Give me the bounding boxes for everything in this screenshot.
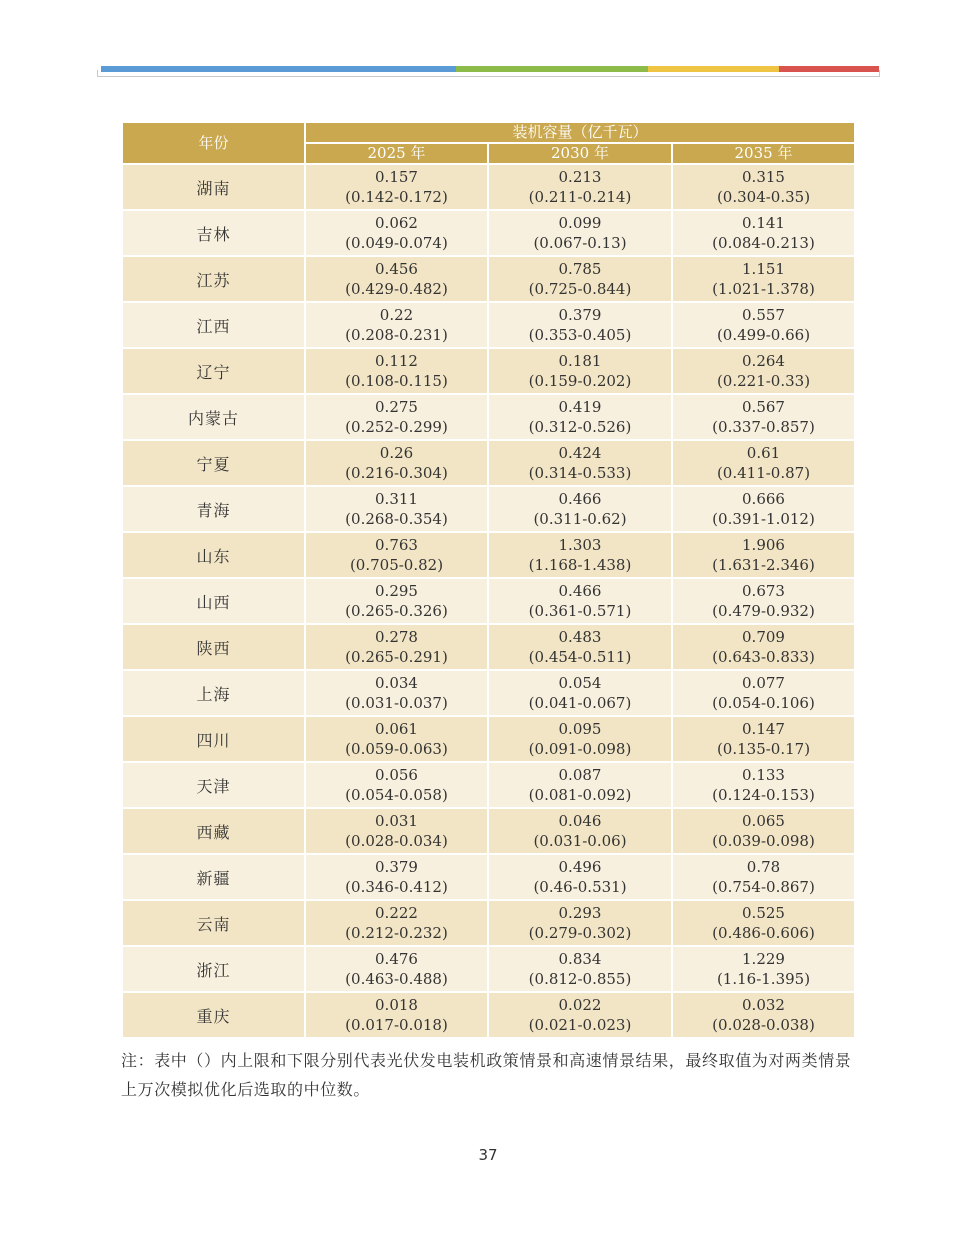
median-value: 1.303 xyxy=(558,536,602,554)
range-value: (0.081-0.092) xyxy=(528,786,632,804)
median-value: 0.496 xyxy=(558,858,602,876)
value-cell xyxy=(488,210,672,256)
range-value: (0.252-0.299) xyxy=(345,418,448,436)
header-color-segment xyxy=(779,66,879,72)
table-row xyxy=(122,486,855,532)
median-value: 0.466 xyxy=(558,582,602,600)
range-value: (0.091-0.098) xyxy=(528,740,632,758)
median-value: 0.275 xyxy=(375,398,418,416)
range-value: (1.16-1.395) xyxy=(716,970,811,988)
median-value: 0.834 xyxy=(558,950,602,968)
range-value: (0.499-0.66) xyxy=(716,326,811,344)
value-cell xyxy=(488,578,672,624)
median-value: 0.466 xyxy=(558,490,602,508)
table-row xyxy=(122,670,855,716)
province-cell: 山西 xyxy=(122,578,305,624)
range-value: (0.159-0.202) xyxy=(528,372,632,390)
range-value: (0.265-0.291) xyxy=(345,648,448,666)
range-value: (0.268-0.354) xyxy=(345,510,448,528)
range-value: (0.429-0.482) xyxy=(345,280,448,298)
median-value: 0.379 xyxy=(375,858,418,876)
value-cell xyxy=(305,946,488,992)
value-cell xyxy=(672,854,855,900)
median-value: 1.906 xyxy=(742,536,785,554)
median-value: 0.213 xyxy=(558,168,602,186)
range-value: (0.643-0.833) xyxy=(712,648,815,666)
province-cell: 江苏 xyxy=(122,256,305,302)
value-cell xyxy=(305,210,488,256)
median-value: 0.525 xyxy=(742,904,785,922)
value-cell xyxy=(672,348,855,394)
median-value: 0.483 xyxy=(558,628,602,646)
corner-header: 年份 xyxy=(122,122,305,164)
range-value: (0.017-0.018) xyxy=(345,1016,448,1034)
table-row xyxy=(122,946,855,992)
range-value: (0.049-0.074) xyxy=(345,234,448,252)
median-value: 0.709 xyxy=(742,628,785,646)
median-value: 0.456 xyxy=(375,260,418,278)
median-value: 0.095 xyxy=(558,720,602,738)
value-cell xyxy=(305,302,488,348)
range-value: (0.314-0.533) xyxy=(528,464,632,482)
value-cell xyxy=(488,808,672,854)
median-value: 0.112 xyxy=(375,352,418,370)
value-cell xyxy=(672,440,855,486)
value-cell xyxy=(305,394,488,440)
province-cell: 青海 xyxy=(122,486,305,532)
page-number: 37 xyxy=(478,1146,498,1164)
value-cell xyxy=(488,992,672,1038)
median-value: 0.476 xyxy=(375,950,418,968)
table-row xyxy=(122,762,855,808)
province-cell: 上海 xyxy=(122,670,305,716)
province-cell: 陕西 xyxy=(122,624,305,670)
median-value: 0.022 xyxy=(558,996,602,1014)
range-value: (1.168-1.438) xyxy=(528,556,632,574)
range-value: (0.212-0.232) xyxy=(345,924,448,942)
median-value: 0.147 xyxy=(742,720,785,738)
range-value: (0.411-0.87) xyxy=(716,464,811,482)
value-cell xyxy=(305,164,488,210)
value-cell xyxy=(488,440,672,486)
median-value: 0.26 xyxy=(379,444,414,462)
median-value: 0.031 xyxy=(375,812,418,830)
value-cell xyxy=(672,164,855,210)
median-value: 0.424 xyxy=(558,444,602,462)
median-value: 0.099 xyxy=(558,214,602,232)
value-cell xyxy=(672,578,855,624)
value-cell xyxy=(488,762,672,808)
table-row xyxy=(122,440,855,486)
range-value: (0.725-0.844) xyxy=(528,280,632,298)
value-cell xyxy=(488,302,672,348)
header-rule xyxy=(97,76,880,77)
value-cell xyxy=(305,900,488,946)
value-cell xyxy=(305,716,488,762)
value-cell xyxy=(305,348,488,394)
median-value: 0.61 xyxy=(746,444,781,462)
table-body xyxy=(122,164,855,1038)
median-value: 0.666 xyxy=(742,490,785,508)
value-cell xyxy=(488,486,672,532)
value-cell xyxy=(305,624,488,670)
table-note: 注：表中（）内上限和下限分别代表光伏发电装机政策情景和高速情景结果，最终取值为对两类情景上万次模拟优化后选取的中位数。 xyxy=(121,1051,852,1099)
range-value: (0.812-0.855) xyxy=(528,970,632,988)
table-row xyxy=(122,624,855,670)
value-cell xyxy=(488,854,672,900)
range-value: (0.221-0.33) xyxy=(716,372,811,390)
range-value: (0.46-0.531) xyxy=(533,878,627,896)
province-cell: 宁夏 xyxy=(122,440,305,486)
median-value: 0.22 xyxy=(379,306,414,324)
value-cell xyxy=(672,716,855,762)
table-row xyxy=(122,210,855,256)
province-cell: 天津 xyxy=(122,762,305,808)
median-value: 0.567 xyxy=(742,398,785,416)
table-row xyxy=(122,578,855,624)
median-value: 0.295 xyxy=(375,582,418,600)
value-cell xyxy=(305,992,488,1038)
value-cell xyxy=(672,532,855,578)
value-cell xyxy=(488,256,672,302)
header-color-segment xyxy=(101,66,456,72)
province-cell: 辽宁 xyxy=(122,348,305,394)
range-value: (0.208-0.231) xyxy=(345,326,448,344)
value-cell xyxy=(672,946,855,992)
table-row xyxy=(122,992,855,1038)
range-value: (0.084-0.213) xyxy=(712,234,815,252)
value-cell xyxy=(305,808,488,854)
range-value: (0.031-0.06) xyxy=(533,832,627,850)
province-cell: 江西 xyxy=(122,302,305,348)
median-value: 1.151 xyxy=(742,260,785,278)
median-value: 1.229 xyxy=(742,950,785,968)
value-cell xyxy=(672,992,855,1038)
header-color-segment xyxy=(456,66,648,72)
value-cell xyxy=(305,578,488,624)
range-value: (0.124-0.153) xyxy=(712,786,815,804)
median-value: 0.061 xyxy=(375,720,418,738)
province-cell: 浙江 xyxy=(122,946,305,992)
range-value: (0.108-0.115) xyxy=(345,372,448,390)
year-header: 2035 年 xyxy=(672,143,855,164)
province-cell: 西藏 xyxy=(122,808,305,854)
value-cell xyxy=(672,256,855,302)
median-value: 0.054 xyxy=(558,674,602,692)
range-value: (0.265-0.326) xyxy=(345,602,448,620)
median-value: 0.046 xyxy=(558,812,602,830)
median-value: 0.785 xyxy=(558,260,602,278)
median-value: 0.157 xyxy=(375,168,418,186)
province-cell: 四川 xyxy=(122,716,305,762)
median-value: 0.062 xyxy=(375,214,418,232)
median-value: 0.673 xyxy=(742,582,785,600)
median-value: 0.293 xyxy=(558,904,602,922)
table-row xyxy=(122,900,855,946)
value-cell xyxy=(305,486,488,532)
value-cell xyxy=(672,762,855,808)
range-value: (0.705-0.82) xyxy=(349,556,444,574)
value-cell xyxy=(488,716,672,762)
value-cell xyxy=(488,900,672,946)
value-cell xyxy=(488,164,672,210)
table-row xyxy=(122,716,855,762)
range-value: (0.304-0.35) xyxy=(716,188,811,206)
province-cell: 吉林 xyxy=(122,210,305,256)
range-value: (0.754-0.867) xyxy=(712,878,815,896)
range-value: (1.631-2.346) xyxy=(712,556,815,574)
table-row xyxy=(122,348,855,394)
header-color-segment xyxy=(648,66,779,72)
value-cell xyxy=(305,532,488,578)
range-value: (0.463-0.488) xyxy=(345,970,448,988)
value-cell xyxy=(488,624,672,670)
median-value: 0.087 xyxy=(558,766,602,784)
range-value: (0.337-0.857) xyxy=(712,418,815,436)
value-cell xyxy=(672,624,855,670)
value-cell xyxy=(672,302,855,348)
value-cell xyxy=(305,256,488,302)
year-header: 2025 年 xyxy=(305,143,488,164)
median-value: 0.065 xyxy=(742,812,785,830)
range-value: (0.353-0.405) xyxy=(528,326,632,344)
range-value: (0.054-0.106) xyxy=(712,694,815,712)
range-value: (0.021-0.023) xyxy=(528,1016,632,1034)
value-cell xyxy=(488,532,672,578)
median-value: 0.78 xyxy=(746,858,781,876)
median-value: 0.034 xyxy=(375,674,418,692)
province-cell: 云南 xyxy=(122,900,305,946)
range-value: (1.021-1.378) xyxy=(712,280,815,298)
range-value: (0.135-0.17) xyxy=(716,740,811,758)
range-value: (0.067-0.13) xyxy=(533,234,627,252)
median-value: 0.032 xyxy=(742,996,785,1014)
median-value: 0.264 xyxy=(742,352,785,370)
value-cell xyxy=(305,440,488,486)
range-value: (0.479-0.932) xyxy=(712,602,815,620)
range-value: (0.059-0.063) xyxy=(345,740,448,758)
value-cell xyxy=(488,670,672,716)
range-value: (0.311-0.62) xyxy=(533,510,627,528)
table-row xyxy=(122,854,855,900)
range-value: (0.211-0.214) xyxy=(528,188,632,206)
range-value: (0.028-0.034) xyxy=(345,832,448,850)
table-row xyxy=(122,808,855,854)
range-value: (0.454-0.511) xyxy=(528,648,632,666)
province-cell: 山东 xyxy=(122,532,305,578)
header-color-bar xyxy=(101,66,879,72)
value-cell xyxy=(305,854,488,900)
median-value: 0.278 xyxy=(375,628,418,646)
median-value: 0.311 xyxy=(375,490,418,508)
median-value: 0.419 xyxy=(558,398,602,416)
median-value: 0.018 xyxy=(375,996,418,1014)
value-cell xyxy=(488,946,672,992)
range-value: (0.031-0.037) xyxy=(345,694,448,712)
value-cell xyxy=(488,348,672,394)
table-row xyxy=(122,256,855,302)
value-cell xyxy=(672,210,855,256)
value-cell xyxy=(305,670,488,716)
value-cell xyxy=(672,670,855,716)
table-row xyxy=(122,532,855,578)
value-cell xyxy=(672,486,855,532)
median-value: 0.315 xyxy=(742,168,785,186)
median-value: 0.056 xyxy=(375,766,418,784)
range-value: (0.279-0.302) xyxy=(528,924,632,942)
year-header: 2030 年 xyxy=(488,143,672,164)
median-value: 0.133 xyxy=(742,766,785,784)
group-header: 装机容量（亿千瓦） xyxy=(305,122,855,143)
province-cell: 重庆 xyxy=(122,992,305,1038)
range-value: (0.142-0.172) xyxy=(345,188,448,206)
value-cell xyxy=(305,762,488,808)
value-cell xyxy=(672,394,855,440)
range-value: (0.041-0.067) xyxy=(528,694,632,712)
range-value: (0.028-0.038) xyxy=(712,1016,815,1034)
table-row xyxy=(122,164,855,210)
value-cell xyxy=(672,808,855,854)
table-row xyxy=(122,302,855,348)
capacity-table xyxy=(121,121,856,1039)
range-value: (0.346-0.412) xyxy=(345,878,448,896)
range-value: (0.361-0.571) xyxy=(528,602,632,620)
range-value: (0.391-1.012) xyxy=(712,510,815,528)
median-value: 0.557 xyxy=(742,306,785,324)
table-row xyxy=(122,394,855,440)
province-cell: 新疆 xyxy=(122,854,305,900)
median-value: 0.763 xyxy=(375,536,418,554)
median-value: 0.077 xyxy=(742,674,785,692)
range-value: (0.312-0.526) xyxy=(528,418,632,436)
median-value: 0.181 xyxy=(558,352,602,370)
range-value: (0.486-0.606) xyxy=(712,924,815,942)
range-value: (0.216-0.304) xyxy=(345,464,448,482)
province-cell: 湖南 xyxy=(122,164,305,210)
range-value: (0.039-0.098) xyxy=(712,832,815,850)
median-value: 0.379 xyxy=(558,306,602,324)
value-cell xyxy=(672,900,855,946)
value-cell xyxy=(488,394,672,440)
median-value: 0.222 xyxy=(375,904,418,922)
range-value: (0.054-0.058) xyxy=(345,786,448,804)
median-value: 0.141 xyxy=(742,214,785,232)
province-cell: 内蒙古 xyxy=(122,394,305,440)
